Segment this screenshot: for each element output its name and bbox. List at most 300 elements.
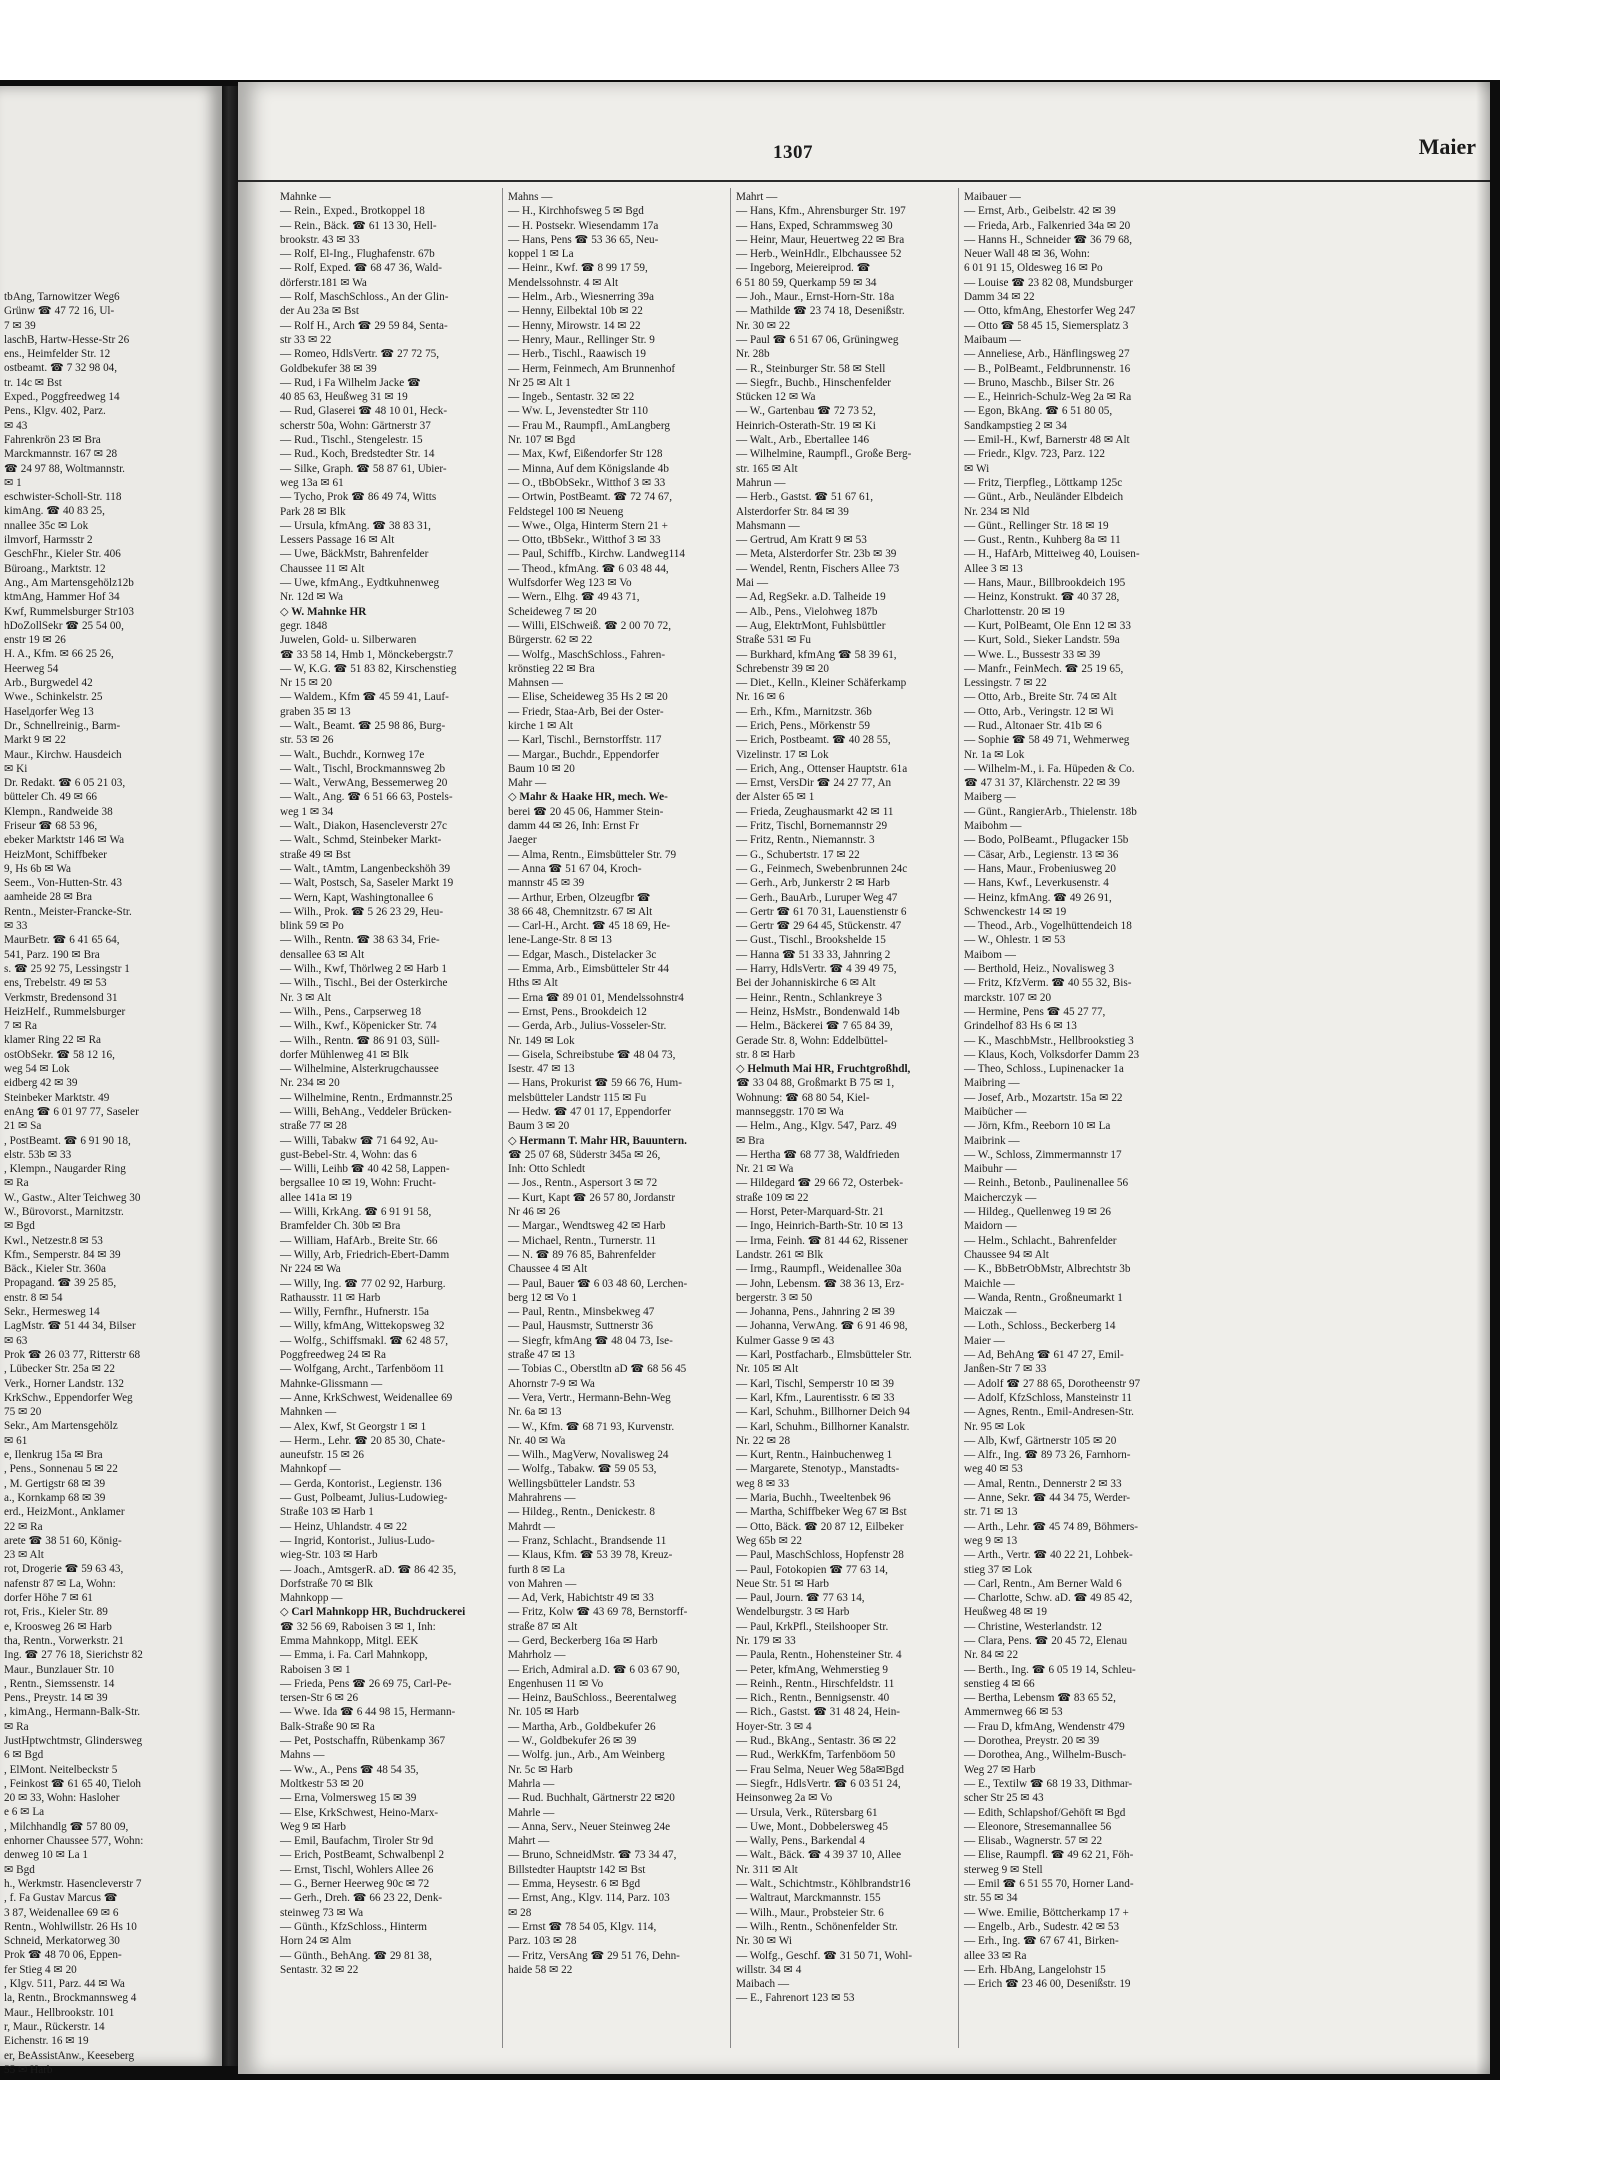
directory-entry: — Walt., Ang. ☎ 6 51 66 63, Postels- — [280, 791, 453, 804]
left-page-line: fer Stieg 4 ✉ 20 — [4, 1963, 77, 1976]
directory-entry: Nr. 6a ✉ 13 — [508, 1406, 562, 1419]
left-page-line: ens, Trebelstr. 49 ✉ 53 — [4, 977, 107, 990]
surname-heading: Maibring — — [964, 1077, 1020, 1090]
directory-entry: weg 9 ✉ 13 — [964, 1534, 1018, 1547]
directory-entry: — Hanns H., Schneider ☎ 36 79 68, — [964, 233, 1133, 246]
left-page-line: h., Werkmstr. Hasencleverstr 7 — [4, 1877, 142, 1890]
directory-entry: — Wilh., Kwf., Köpenicker Str. 74 — [280, 1020, 437, 1033]
directory-entry: — Adolf, KfzSchloss, Mansteinstr 11 — [964, 1391, 1133, 1404]
directory-entry: Kulmer Gasse 9 ✉ 43 — [736, 1334, 835, 1347]
directory-entry: — Alfr., Ing. ☎ 89 73 26, Farnhorn- — [964, 1449, 1131, 1462]
directory-entry: — Wanda, Rentn., Großneumarkt 1 — [964, 1291, 1123, 1304]
directory-entry: — Henry, Maur., Rellinger Str. 9 — [508, 333, 655, 346]
directory-entry: — W., Ohlestr. 1 ✉ 53 — [964, 934, 1066, 947]
directory-entry: Weg 9 ✉ Harb — [280, 1820, 346, 1833]
surname-heading: Mahrla — — [508, 1777, 555, 1790]
directory-entry: — Fritz, VersAng ☎ 29 51 76, Dehn- — [508, 1949, 680, 1962]
surname-heading: Maibom — — [964, 948, 1016, 961]
directory-entry: — Emil-H., Kwf, Barnerstr 48 ✉ Alt — [964, 434, 1130, 447]
left-page-line: arete ☎ 38 51 60, König- — [4, 1534, 122, 1547]
surname-heading: Maiczak — — [964, 1306, 1017, 1319]
directory-entry: ✉ Wi — [964, 462, 990, 475]
directory-entry: — Loth., Schloss., Beckerberg 14 — [964, 1320, 1116, 1333]
page-number: 1307 — [773, 142, 813, 163]
directory-entry: Nr. 107 ✉ Bgd — [508, 434, 576, 447]
directory-entry: — Vera, Vertr., Hermann-Behn-Weg — [508, 1391, 671, 1404]
directory-entry: — Elisab., Wagnerstr. 57 ✉ 22 — [964, 1835, 1103, 1848]
surname-heading: Maibach — — [736, 1978, 790, 1991]
left-page-line: tr. 14c ✉ Bst — [4, 376, 62, 389]
directory-entry: — Helm., Schlacht., Bahrenfelder — [964, 1234, 1117, 1247]
directory-entry: — Karl, Schuhm., Billhorner Deich 94 — [736, 1406, 910, 1419]
directory-entry: — Alb., Pens., Vielohweg 187b — [736, 605, 878, 618]
directory-entry: — Eleonore, Stresemannallee 56 — [964, 1820, 1112, 1833]
directory-entry: — Rud. Buchhalt, Gärtnerstr 22 ✉20 — [508, 1792, 675, 1805]
left-page-line: Haselдorfer Weg 13 — [4, 705, 94, 718]
directory-entry: — Minna, Auf dem Königslande 4b — [508, 462, 669, 475]
directory-entry: koppel 1 ✉ La — [508, 248, 574, 261]
directory-entry: — Wolfg., MaschSchloss., Fahren- — [508, 648, 666, 661]
directory-entry: — Hertha ☎ 68 77 38, Waldfrieden — [736, 1148, 900, 1161]
directory-entry: — Gust, Polbeamt, Julius-Ludowieg- — [280, 1492, 448, 1505]
directory-entry: — Jos., Rentn., Aspersort 3 ✉ 72 — [508, 1177, 658, 1190]
left-page-line: Markt 9 ✉ 22 — [4, 734, 66, 747]
directory-entry: — W., Kfm. ☎ 68 71 93, Kurvenstr. — [508, 1420, 675, 1433]
directory-entry: bergsallee 10 ✉ 19, Wohn: Frucht- — [280, 1177, 436, 1190]
directory-entry: — Alex, Kwf, St Georgstr 1 ✉ 1 — [280, 1420, 427, 1433]
directory-entry: straße 77 ✉ 28 — [280, 1120, 347, 1133]
directory-entry: — Hildegard ☎ 29 66 72, Osterbek- — [736, 1177, 904, 1190]
left-page-line: nafenstr 87 ✉ La, Wohn: — [4, 1577, 116, 1590]
directory-column-4 — [964, 190, 1182, 1991]
directory-entry: — Charlotte, Schw. aD. ☎ 49 85 42, — [964, 1592, 1133, 1605]
directory-entry: Emma Mahnkopp, Mitgl. EEK — [280, 1634, 419, 1647]
directory-entry: Wulfsdorfer Weg 123 ✉ Vo — [508, 577, 632, 590]
directory-entry: — Rud, Glaserei ☎ 48 10 01, Heck- — [280, 405, 448, 418]
directory-entry: — Wilhelm-M., i. Fa. Hüpeden & Co. — [964, 762, 1135, 775]
directory-entry: scher Str 25 ✉ 43 — [964, 1792, 1044, 1805]
directory-entry: — Karl, Tischl., Bernstorffstr. 117 — [508, 734, 662, 747]
directory-entry: — Rud., BkAng., Sentastr. 36 ✉ 22 — [736, 1735, 897, 1748]
left-page-line: 6 ✉ Bgd — [4, 1749, 44, 1762]
directory-entry: gust-Bebel-Str. 4, Wohn: das 6 — [280, 1148, 417, 1161]
directory-entry: — Ww. L, Jevenstedter Str 110 — [508, 405, 649, 418]
directory-entry: — Hermine, Pens ☎ 45 27 77, — [964, 1005, 1106, 1018]
directory-entry: Landstr. 261 ✉ Blk — [736, 1248, 824, 1261]
directory-entry: — Alma, Rentn., Eimsbütteler Str. 79 — [508, 848, 677, 861]
directory-entry: Ammernweg 66 ✉ 53 — [964, 1706, 1063, 1719]
directory-entry: — Anna ☎ 51 67 04, Kroch- — [508, 862, 642, 875]
directory-entry: — Pet, Postschaffn, Rübenkamp 367 — [280, 1735, 446, 1748]
directory-entry: — Joh., Maur., Ernst-Horn-Str. 18a — [736, 291, 895, 304]
page-edge-shadow — [1476, 82, 1490, 2074]
left-page-line: Maur., Hellbrookstr. 101 — [4, 2006, 115, 2019]
directory-entry: Inh: Otto Schledt — [508, 1163, 586, 1176]
directory-entry: str. 71 ✉ 13 — [964, 1506, 1018, 1519]
left-page-line: ✉ Bgd — [4, 1220, 35, 1233]
left-page-line: er, BeAssistAnw., Keeseberg — [4, 2049, 135, 2062]
directory-entry: — Sophie ☎ 58 49 71, Wehmerweg — [964, 734, 1130, 747]
left-page-line: ostObSekr. ☎ 58 12 16, — [4, 1048, 115, 1061]
directory-entry: Wohnung: ☎ 68 80 54, Kiel- — [736, 1091, 870, 1104]
left-page-line: Ang., Am Martensgehölz12b — [4, 576, 134, 589]
directory-entry: — Wilh., Rentn., Schönenfelder Str. — [736, 1920, 898, 1933]
surname-heading: Maibaum — — [964, 333, 1021, 346]
directory-entry: Gerade Str. 8, Wohn: Eddelbüttel- — [736, 1034, 888, 1047]
directory-entry: — Tycho, Prok ☎ 86 49 74, Witts — [280, 491, 437, 504]
directory-entry: — Otto, Arb., Breite Str. 74 ✉ Alt — [964, 691, 1117, 704]
directory-entry: Hths ✉ Alt — [508, 977, 558, 990]
directory-entry: — W., Goldbekufer 26 ✉ 39 — [508, 1735, 637, 1748]
left-page-line: , Lübecker Str. 25a ✉ 22 — [4, 1363, 115, 1376]
directory-entry: Weg 27 ✉ Harb — [964, 1763, 1036, 1776]
surname-heading: Mahnkopf — — [280, 1463, 341, 1476]
directory-entry: — Burkhard, kfmAng ☎ 58 39 61, — [736, 648, 897, 661]
directory-entry: Lessingstr. 7 ✉ 22 — [964, 677, 1047, 690]
directory-entry: — Frau D, kfmAng, Wendenstr 479 — [964, 1720, 1125, 1733]
directory-entry: Charlottenstr. 20 ✉ 19 — [964, 605, 1065, 618]
column-divider — [958, 188, 959, 2048]
directory-entry: — Wwe. Ida ☎ 6 44 98 15, Hermann- — [280, 1706, 456, 1719]
left-page-line: 541, Parz. 190 ✉ Bra — [4, 948, 100, 961]
directory-entry: — Rich., Gastst. ☎ 31 48 24, Hein- — [736, 1706, 901, 1719]
left-page-line: Eichenstr. 16 ✉ 19 — [4, 2035, 89, 2048]
directory-entry: — Rud., Altonaer Str. 41b ✉ 6 — [964, 719, 1102, 732]
left-page-line: 20 ✉ 33, Wohn: Hasloher — [4, 1792, 120, 1805]
left-page-line: , PostBeamt. ☎ 6 91 90 18, — [4, 1134, 131, 1147]
left-page-line: HeizHelf., Rummelsburger — [4, 1005, 126, 1018]
directory-entry: Raboisen 3 ✉ 1 — [280, 1663, 351, 1676]
directory-entry: — Rud, i Fa Wilhelm Jacke ☎ — [280, 376, 421, 389]
directory-entry: Scheideweg 7 ✉ 20 — [508, 605, 597, 618]
directory-entry: — Otto, Bäck. ☎ 20 87 12, Eilbeker — [736, 1520, 904, 1533]
directory-entry: der Alster 65 ✉ 1 — [736, 791, 815, 804]
directory-entry: — Emil, Baufachm, Tiroler Str 9d — [280, 1835, 434, 1848]
left-page-line: s. ☎ 25 92 75, Lessingstr 1 — [4, 962, 130, 975]
left-page-line: a., Kornkamp 68 ✉ 39 — [4, 1491, 106, 1504]
directory-entry: Engenhusen 11 ✉ Vo — [508, 1677, 604, 1690]
left-page-line: eidberg 42 ✉ 39 — [4, 1077, 78, 1090]
directory-entry: — Rud., Tischl., Stengelestr. 15 — [280, 434, 423, 447]
directory-entry: weg 8 ✉ 33 — [736, 1477, 790, 1490]
directory-entry: — Rolf, Exped. ☎ 68 47 36, Wald- — [280, 262, 442, 275]
directory-entry: Nr. 5c ✉ Harb — [508, 1763, 573, 1776]
directory-entry: — Hans, Maur., Frobeniusweg 20 — [964, 862, 1116, 875]
directory-entry: — Helm., Bäckerei ☎ 7 65 84 39, — [736, 1020, 893, 1033]
directory-entry: — Friedr, Staa-Arb, Bei der Oster- — [508, 705, 664, 718]
directory-entry: straße 87 ✉ Alt — [508, 1620, 578, 1633]
directory-entry: Allee 3 ✉ 13 — [964, 562, 1023, 575]
surname-heading: Mahrt — — [736, 191, 778, 203]
directory-entry: — Wwe., Olga, Hinterm Stern 21 + — [508, 519, 668, 532]
directory-entry: — Emil ☎ 6 51 55 70, Horner Land- — [964, 1878, 1134, 1891]
directory-entry: Nr. 234 ✉ Nld — [964, 505, 1030, 518]
directory-entry: ☎ 33 04 88, Großmarkt B 75 ✉ 1, — [736, 1077, 895, 1090]
directory-entry: Lessers Passage 16 ✉ Alt — [280, 534, 395, 547]
directory-entry: Heußweg 48 ✉ 19 — [964, 1606, 1048, 1619]
directory-entry: — Martha, Schiffbeker Weg 67 ✉ Bst — [736, 1506, 907, 1519]
directory-entry: — K., BbBetrObMstr, Albrechtstr 3b — [964, 1263, 1131, 1276]
directory-entry: — Erich, PostBeamt, Schwalbenpl 2 — [280, 1849, 445, 1862]
directory-entry: Nr. 1a ✉ Lok — [964, 748, 1025, 761]
directory-entry: — Herb., Tischl., Raawisch 19 — [508, 348, 646, 361]
directory-entry: — Hans, Kfm., Ahrensburger Str. 197 — [736, 205, 906, 218]
left-page-line: Prok ☎ 26 03 77, Ritterstr 68 — [4, 1348, 141, 1361]
left-page-line: eschwister-Scholl-Str. 118 — [4, 491, 122, 504]
left-page-line: KrkSchw., Eppendorfer Weg — [4, 1391, 133, 1404]
directory-entry: — Heinz, BauSchloss., Beerentalweg — [508, 1692, 677, 1705]
directory-entry: — Erh., Kfm., Marnitzstr. 36b — [736, 705, 872, 718]
directory-entry: Vizelinstr. 17 ✉ Lok — [736, 748, 829, 761]
directory-entry: — Fritz, KfzVerm. ☎ 40 55 32, Bis- — [964, 977, 1132, 990]
directory-entry: — Franz, Schlacht., Brandsende 11 — [508, 1534, 667, 1547]
left-page-line: klamer Ring 22 ✉ Ra — [4, 1034, 101, 1047]
directory-entry: Nr. 149 ✉ Lok — [508, 1034, 575, 1047]
directory-entry: — Hanna ☎ 51 33 33, Jahnring 2 — [736, 948, 891, 961]
left-page-line: dorfer Höhe 7 ✉ 61 — [4, 1592, 93, 1605]
directory-entry: Horn 24 ✉ Alm — [280, 1935, 352, 1948]
directory-entry: — Ingeborg, Meiereiprod. ☎ — [736, 262, 871, 275]
directory-entry: Wendelburgstr. 3 ✉ Harb — [736, 1606, 850, 1619]
surname-heading: Mahrdt — — [508, 1520, 555, 1533]
left-page-line: kimAng. ☎ 40 83 25, — [4, 505, 105, 518]
left-page-line: ✉ Ra — [4, 1720, 29, 1733]
surname-heading: Mahnke-Glissmann — — [280, 1377, 383, 1390]
left-page-line: , Klempn., Naugarder Ring — [4, 1163, 126, 1176]
left-page-line: e 6 ✉ La — [4, 1806, 45, 1819]
directory-entry: — Uwe, Mont., Dobbelersweg 45 — [736, 1820, 888, 1833]
directory-entry: — Walt, Postsch, Sa, Saseler Markt 19 — [280, 877, 454, 890]
directory-entry: — Fritz, Rentn., Niemannstr. 3 — [736, 834, 875, 847]
directory-entry: — Aug, ElektrMont, Fuhlsbüttler — [736, 619, 886, 632]
directory-entry: — Gisela, Schreibstube ☎ 48 04 73, — [508, 1048, 676, 1061]
left-page-line: Seem., Von-Hutten-Str. 43 — [4, 877, 122, 890]
directory-entry: — Harry, HdlsVertr. ☎ 4 39 49 75, — [736, 963, 897, 976]
directory-entry: — Wilh., Tischl., Bei der Osterkirche — [280, 977, 448, 990]
left-page-line: , M. Gertigstr 68 ✉ 39 — [4, 1477, 106, 1490]
directory-entry: — Wwe. L., Bussestr 33 ✉ 39 — [964, 648, 1101, 661]
surname-heading: Mahnkopp — — [280, 1592, 343, 1605]
directory-entry: — Günt., RangierArb., Thielenstr. 18b — [964, 805, 1137, 818]
directory-entry: Nr. 30 ✉ Wi — [736, 1935, 792, 1948]
left-page-line: 22 ✉ Ra — [4, 1520, 43, 1533]
directory-entry: — Heinr., Kwf. ☎ 8 99 17 59, — [508, 262, 648, 275]
left-page-line: HeizMont, Schiffbeker — [4, 848, 107, 861]
left-page-line: Kwf, Rummelsburger Str103 — [4, 605, 134, 618]
directory-entry: ✉ Bra — [736, 1134, 765, 1147]
directory-entry: — Hans, Maur., Billbrookdeich 195 — [964, 577, 1126, 590]
directory-entry: — Willy, kfmAng, Wittekopsweg 32 — [280, 1320, 445, 1333]
directory-entry: — Günt., Arb., Neuländer Elbdeich — [964, 491, 1124, 504]
directory-entry: — Wilh., MagVerw, Novalisweg 24 — [508, 1449, 669, 1462]
directory-entry: — Ortwin, PostBeamt. ☎ 72 74 67, — [508, 491, 673, 504]
directory-entry: lene-Lange-Str. 8 ✉ 13 — [508, 934, 612, 947]
directory-entry: — Frieda, Pens ☎ 26 69 75, Carl-Pe- — [280, 1677, 452, 1690]
left-page-line: enstr 19 ✉ 26 — [4, 634, 66, 647]
left-page-line: ✉ 33 — [4, 920, 28, 933]
directory-entry: — Silke, Graph. ☎ 58 87 61, Ubier- — [280, 462, 447, 475]
directory-entry: — Josef, Arb., Mozartstr. 15a ✉ 22 — [964, 1091, 1123, 1104]
directory-entry: — Wern., Elhg. ☎ 49 43 71, — [508, 591, 640, 604]
directory-entry: — Wendel, Rentn, Fischers Allee 73 — [736, 562, 900, 575]
directory-entry: — H., Kirchhofsweg 5 ✉ Bgd — [508, 205, 644, 218]
directory-entry: dorfer Mühlenweg 41 ✉ Blk — [280, 1048, 409, 1061]
left-page-line: GeschFhr., Kieler Str. 406 — [4, 548, 121, 561]
directory-entry: ◇ Mahr & Haake HR, mech. We- — [508, 791, 668, 804]
left-page-line: Sekr., Am Martensgehölz — [4, 1420, 118, 1433]
directory-entry: — Wolfg. jun., Arb., Am Weinberg — [508, 1749, 665, 1762]
directory-entry: — Wilhelmine, Raumpfl., Große Berg- — [736, 448, 912, 461]
directory-entry: — Kurt, Rentn., Hainbuchenweg 1 — [736, 1449, 893, 1462]
directory-entry: — Wolfg., Schiffsmakl. ☎ 62 48 57, — [280, 1334, 448, 1347]
left-page-line: Marckmannstr. 167 ✉ 28 — [4, 448, 118, 461]
directory-entry: marckstr. 107 ✉ 20 — [964, 991, 1052, 1004]
directory-entry: — Frieda, Arb., Falkenried 34a ✉ 20 — [964, 219, 1131, 232]
left-page-line: Dr., Schnellreinig., Barm- — [4, 719, 121, 732]
surname-heading: Maibauer — — [964, 191, 1021, 203]
directory-entry: Nr. 84 ✉ 22 — [964, 1649, 1019, 1662]
directory-entry: — Helm., Ang., Klgv. 547, Parz. 49 — [736, 1120, 897, 1133]
left-page-line: Heerweg 54 — [4, 662, 59, 675]
surname-heading: Maibrink — — [964, 1134, 1020, 1147]
directory-entry: Nr 15 ✉ 20 — [280, 677, 332, 690]
left-page-line: Pens., Klgv. 402, Parz. — [4, 405, 106, 418]
surname-heading: Mahrun — — [736, 476, 786, 489]
left-page-line: 7 ✉ Ra — [4, 1020, 37, 1033]
left-page-line: 21 ✉ Sa — [4, 1120, 42, 1133]
directory-entry: Straße 531 ✉ Fu — [736, 634, 811, 647]
directory-entry: Parz. 103 ✉ 28 — [508, 1935, 577, 1948]
directory-entry: — Gerh., Dreh. ☎ 66 23 22, Denk- — [280, 1892, 443, 1905]
surname-heading: Maibohm — — [964, 820, 1022, 833]
directory-entry: — Erich, Admiral a.D. ☎ 6 03 67 90, — [508, 1663, 680, 1676]
directory-entry: — Heinz, HsMstr., Bondenwald 14b — [736, 1005, 900, 1018]
left-page-line: ens., Heimfelder Str. 12 — [4, 348, 111, 361]
directory-entry: Nr. 22 ✉ 28 — [736, 1434, 791, 1447]
directory-entry: — Wally, Pens., Barkendal 4 — [736, 1835, 865, 1848]
directory-entry: — E., Heinrich-Schulz-Weg 2a ✉ Ra — [964, 391, 1132, 404]
left-page-line: JustHptwchtmstr, Glindersweg — [4, 1734, 143, 1747]
directory-entry: — Erna, Volmersweg 15 ✉ 39 — [280, 1792, 417, 1805]
directory-entry: kirche 1 ✉ Alt — [508, 719, 573, 732]
directory-entry: — B., PolBeamt., Feldbrunnenstr. 16 — [964, 362, 1131, 375]
left-page-line: MaurBetr. ☎ 6 41 65 64, — [4, 934, 120, 947]
directory-entry: — Michael, Rentn., Turnerstr. 11 — [508, 1234, 657, 1247]
directory-entry: — Otto, Arb., Veringstr. 12 ✉ Wi — [964, 705, 1114, 718]
directory-entry: Nr. 105 ✉ Harb — [508, 1706, 579, 1719]
directory-entry: Nr. 21 ✉ Wa — [736, 1163, 794, 1176]
directory-entry: Nr. 234 ✉ 20 — [280, 1077, 340, 1090]
directory-entry: — Fritz, Kolw ☎ 43 69 78, Bernstorff- — [508, 1606, 688, 1619]
directory-entry: auneufstr. 15 ✉ 26 — [280, 1449, 364, 1462]
directory-entry: — Peter, kfmAng, Wehmerstieg 9 — [736, 1663, 888, 1676]
directory-entry: Nr. 105 ✉ Alt — [736, 1363, 799, 1376]
left-page-line: rot, Drogerie ☎ 59 63 43, — [4, 1563, 124, 1576]
left-page-line: elstr. 53b ✉ 33 — [4, 1148, 72, 1161]
directory-entry: — Joach., AmtsgerR. aD. ☎ 86 42 35, — [280, 1563, 457, 1576]
directory-entry: ☎ 32 56 69, Raboisen 3 ✉ 1, Inh: — [280, 1620, 436, 1633]
surname-heading: Mahnsen — — [508, 677, 563, 690]
surname-heading: Mahns — — [280, 1749, 325, 1762]
directory-entry: — Rud., Koch, Bredstedter Str. 14 — [280, 448, 435, 461]
left-page-line: laschB, Hartw-Hesse-Str 26 — [4, 333, 130, 346]
directory-entry: — Reinh., Rentn., Hirschfeldstr. 11 — [736, 1677, 895, 1690]
directory-entry: brookstr. 43 ✉ 33 — [280, 233, 360, 246]
directory-entry: — Amal, Rentn., Dennerstr 2 ✉ 33 — [964, 1477, 1122, 1490]
directory-entry: — K., MaschbMstr., Hellbrookstieg 3 — [964, 1034, 1134, 1047]
directory-entry: — Wilh., Rentn. ☎ 38 63 34, Frie- — [280, 934, 440, 947]
directory-entry: — Wilh., Prok. ☎ 5 26 23 29, Heu- — [280, 905, 444, 918]
directory-entry: — Rolf, MaschSchloss., An der Glin- — [280, 291, 449, 304]
directory-entry: — W., Schloss, Zimmermannstr 17 — [964, 1148, 1122, 1161]
left-page-line: enhorner Chaussee 577, Wohn: — [4, 1835, 144, 1848]
directory-entry: ☎ 47 31 37, Klärchenstr. 22 ✉ 39 — [964, 777, 1120, 790]
directory-entry: — G., Feinmech, Swebenbrunnen 24c — [736, 862, 908, 875]
surname-heading: Mahrt — — [508, 1835, 550, 1848]
directory-entry: — Margar., Buchdr., Eppendorfer — [508, 748, 660, 761]
directory-entry: — G., Berner Heerweg 90c ✉ 72 — [280, 1878, 430, 1891]
directory-entry: — Gerd, Beckerberg 16a ✉ Harb — [508, 1634, 658, 1647]
directory-entry: — Heinz, kfmAng. ☎ 49 26 91, — [964, 891, 1112, 904]
directory-entry: — Hans, Prokurist ☎ 59 66 76, Hum- — [508, 1077, 682, 1090]
left-page-column — [4, 290, 214, 2077]
left-page-line: Bäck., Kieler Str. 360a — [4, 1263, 106, 1276]
directory-entry: Neuer Wall 48 ✉ 36, Wohn: — [964, 248, 1090, 261]
left-page-line: denweg 10 ✉ La 1 — [4, 1849, 88, 1862]
directory-entry: Stücken 12 ✉ Wa — [736, 391, 816, 404]
left-page-line: Verk., Horner Landstr. 132 — [4, 1377, 124, 1390]
directory-entry: — Herb., WeinHdlr., Elbchaussee 52 — [736, 248, 902, 261]
directory-entry: — Walt., tAmtm, Langenbeckshöh 39 — [280, 862, 451, 875]
surname-heading: Mahnken — — [280, 1406, 337, 1419]
directory-entry: straße 49 ✉ Bst — [280, 848, 351, 861]
directory-entry: — Henny, Mirowstr. 14 ✉ 22 — [508, 319, 641, 332]
directory-entry: berei ☎ 20 45 06, Hammer Stein- — [508, 805, 664, 818]
left-page-line: Grünw ☎ 47 72 16, Ul- — [4, 305, 115, 318]
directory-entry: furth 8 ✉ La — [508, 1563, 565, 1576]
directory-entry: — Alb, Kwf, Gärtnerstr 105 ✉ 20 — [964, 1434, 1117, 1447]
directory-entry: Baum 3 ✉ 20 — [508, 1120, 570, 1133]
surname-heading: von Mahren — — [508, 1577, 577, 1590]
directory-entry: — Gust., Tischl., Brookshelde 15 — [736, 934, 886, 947]
directory-entry: — O., tBbObSekr., Witthof 3 ✉ 33 — [508, 476, 666, 489]
directory-entry: Hoyer-Str. 3 ✉ 4 — [736, 1720, 812, 1733]
directory-entry: — Günth., BehAng. ☎ 29 81 38, — [280, 1949, 432, 1962]
directory-entry: Weg 65b ✉ 22 — [736, 1534, 802, 1547]
left-page-line: Kwl., Netzestr.8 ✉ 53 — [4, 1234, 103, 1247]
directory-entry: — Walt., Arb., Ebertallee 146 — [736, 434, 870, 447]
surname-heading: Maier — — [964, 1334, 1005, 1347]
directory-entry: damm 44 ✉ 26, Inh: Ernst Fr — [508, 820, 639, 833]
directory-entry: — Wwe. Emilie, Böttcherkamp 17 + — [964, 1906, 1129, 1919]
directory-entry: — Frau Selma, Neuer Weg 58a✉Bgd — [736, 1763, 904, 1776]
directory-entry: — Ursula, Verk., Rütersbarg 61 — [736, 1806, 878, 1819]
left-page-line: erd., HeizMont., Anklamer — [4, 1506, 125, 1519]
directory-entry: — Wilh., Pens., Carpserweg 18 — [280, 1005, 422, 1018]
directory-entry: Feldstegel 100 ✉ Neueng — [508, 505, 624, 518]
directory-entry: weg 13a ✉ 61 — [280, 476, 344, 489]
left-page-line: 3 87, Weidenallee 69 ✉ 6 — [4, 1906, 119, 1919]
left-page-line: hDoZollSekr ☎ 25 54 00, — [4, 619, 124, 632]
directory-entry: — Arthur, Erben, Olzeugfbr ☎ — [508, 891, 651, 904]
left-page-line: , kimAng., Hermann-Balk-Str. — [4, 1706, 141, 1719]
left-page-line: 9, Hs 6b ✉ Wa — [4, 862, 71, 875]
directory-entry: ☎ 25 07 68, Süderstr 345a ✉ 26, — [508, 1148, 661, 1161]
directory-entry: — Ad, RegSekr. a.D. Talheide 19 — [736, 591, 886, 604]
directory-entry: — Uwe, BäckMstr, Bahrenfelder — [280, 548, 429, 561]
directory-entry: — Wilhelmine, Rentn., Erdmannstr.25 — [280, 1091, 453, 1104]
directory-entry: — Louise ☎ 23 82 08, Mundsburger — [964, 276, 1133, 289]
